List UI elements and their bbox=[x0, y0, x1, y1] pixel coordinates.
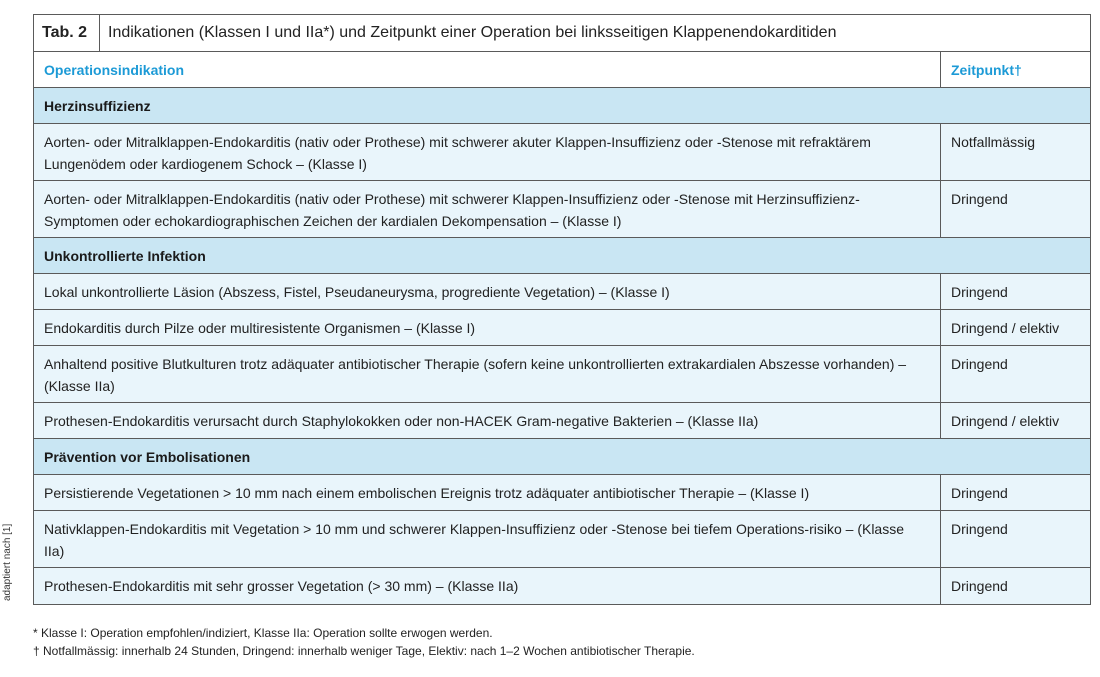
timing-cell: Dringend bbox=[951, 521, 1008, 537]
timing-cell: Notfallmässig bbox=[951, 134, 1036, 150]
table-row bbox=[34, 511, 1090, 568]
indications-table bbox=[33, 14, 1091, 605]
indication-cell: Lokal unkontrollierte Läsion (Abszess, Fistel, Pseudaneurysma, progrediente Vegetation) – (Klasse I) bbox=[34, 274, 941, 309]
timing-cell: Dringend / elektiv bbox=[951, 320, 1060, 336]
table-row bbox=[34, 568, 1090, 604]
timing-cell: Dringend bbox=[951, 485, 1008, 501]
table-row bbox=[34, 346, 1090, 403]
timing-cell: Dringend / elektiv bbox=[951, 413, 1060, 429]
table-title-row bbox=[34, 15, 1090, 52]
timing-cell: Dringend bbox=[951, 578, 1008, 594]
table-row bbox=[34, 310, 1090, 346]
section-heading: Unkontrollierte Infektion bbox=[34, 238, 1090, 274]
indication-cell: Anhaltend positive Blutkulturen trotz adäquater antibiotischer Therapie (sofern keine unkontrollierten extrakardialen Abszesse vorhanden) – (Klasse IIa) bbox=[34, 346, 941, 402]
table-header-row bbox=[34, 52, 1090, 88]
footnote-timing: † Notfallmässig: innerhalb 24 Stunden, Dringend: innerhalb weniger Tage, Elektiv: nach 1–2 Wochen antibiotischer Therapie. bbox=[33, 644, 695, 658]
section-heading: Prävention vor Embolisationen bbox=[34, 439, 1090, 475]
header-timing: Zeitpunkt† bbox=[951, 61, 1022, 78]
table-row bbox=[34, 181, 1090, 238]
table-number: Tab. 2 bbox=[34, 15, 100, 51]
timing-cell: Dringend bbox=[951, 284, 1008, 300]
indication-cell: Aorten- oder Mitralklappen-Endokarditis (nativ oder Prothese) mit schwerer Klappen-Insuffizienz oder -Stenose mit Herzinsuffizienz-Symptomen oder echokardiographischen Zeichen der kardialen Dekompensation – (Klasse I) bbox=[34, 181, 941, 237]
table-title: Indikationen (Klassen I und IIa*) und Zeitpunkt einer Operation bei linksseitigen Klappenendokarditiden bbox=[108, 24, 837, 41]
section-heading: Herzinsuffizienz bbox=[34, 88, 1090, 124]
header-indication: Operationsindikation bbox=[34, 52, 941, 87]
indication-cell: Endokarditis durch Pilze oder multiresistente Organismen – (Klasse I) bbox=[34, 310, 941, 345]
table-row bbox=[34, 403, 1090, 439]
timing-cell: Dringend bbox=[951, 356, 1008, 372]
indication-cell: Prothesen-Endokarditis mit sehr grosser Vegetation (> 30 mm) – (Klasse IIa) bbox=[34, 568, 941, 604]
source-note: adaptiert nach [1] bbox=[2, 524, 13, 602]
indication-cell: Nativklappen-Endokarditis mit Vegetation > 10 mm und schwerer Klappen-Insuffizienz oder -Stenose bei tiefem Operations-risiko – (Klasse IIa) bbox=[34, 511, 941, 567]
table-row bbox=[34, 475, 1090, 511]
table-row bbox=[34, 274, 1090, 310]
table-row bbox=[34, 124, 1090, 181]
indication-cell: Prothesen-Endokarditis verursacht durch Staphylokokken oder non-HACEK Gram-negative Bakterien – (Klasse IIa) bbox=[34, 403, 941, 438]
timing-cell: Dringend bbox=[951, 191, 1008, 207]
indication-cell: Persistierende Vegetationen > 10 mm nach einem embolischen Ereignis trotz adäquater antibiotischer Therapie – (Klasse I) bbox=[34, 475, 941, 510]
indication-cell: Aorten- oder Mitralklappen-Endokarditis (nativ oder Prothese) mit schwerer akuter Klappen-Insuffizienz oder -Stenose mit refraktärem Lungenödem oder kardiogenem Schock – (Klasse I) bbox=[34, 124, 941, 180]
footnote-class: * Klasse I: Operation empfohlen/indiziert, Klasse IIa: Operation sollte erwogen werden. bbox=[33, 626, 493, 640]
